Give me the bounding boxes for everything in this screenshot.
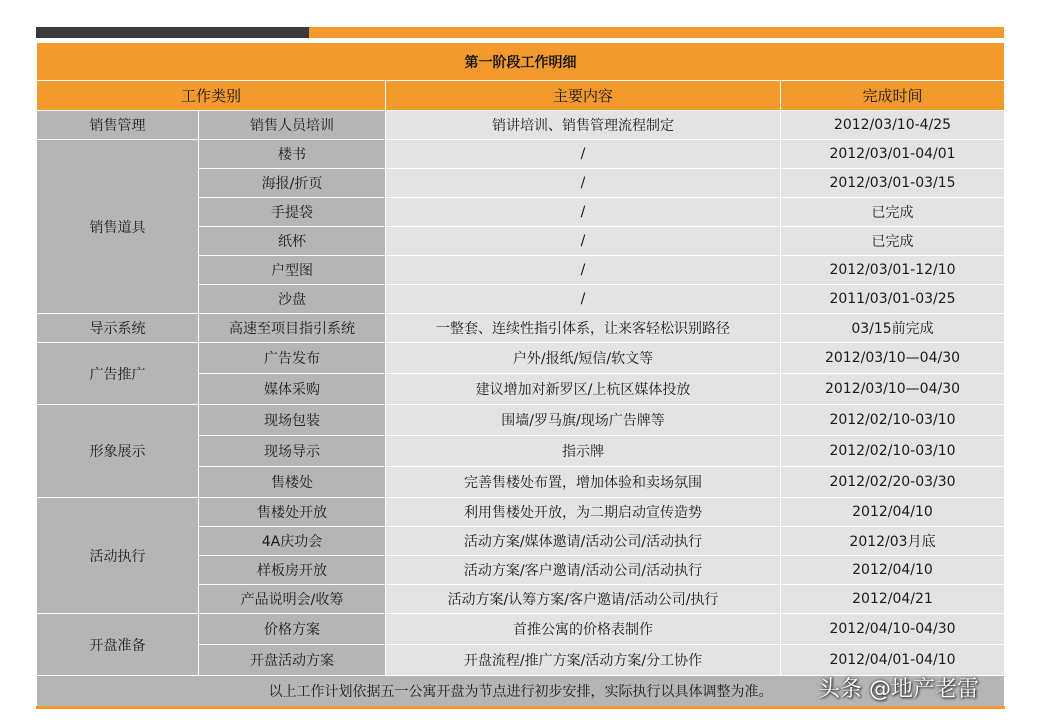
header-category: 工作类别 xyxy=(37,81,386,111)
category-cell: 形象展示 xyxy=(37,405,199,498)
content-cell: 建议增加对新罗区/上杭区媒体投放 xyxy=(386,374,781,405)
watermark: 头条 @地产老雷 xyxy=(818,677,979,702)
header-time: 完成时间 xyxy=(781,81,1005,111)
content-cell: 活动方案/客户邀请/活动公司/活动执行 xyxy=(386,556,781,585)
category-cell: 开盘准备 xyxy=(37,614,199,676)
content-cell: 开盘流程/推广方案/活动方案/分工协作 xyxy=(386,645,781,676)
table-row xyxy=(37,498,1005,527)
item-cell: 售楼处开放 xyxy=(199,498,386,527)
time-cell: 2012/03/01-03/15 xyxy=(781,169,1005,198)
table-row xyxy=(37,343,1005,374)
content-cell: 围墙/罗马旗/现场广告牌等 xyxy=(386,405,781,436)
item-cell: 手提袋 xyxy=(199,198,386,227)
content-cell: / xyxy=(386,285,781,314)
table-row xyxy=(37,140,1005,169)
content-cell: 完善售楼处布置，增加体验和卖场氛围 xyxy=(386,467,781,498)
time-cell: 2012/03/01-12/10 xyxy=(781,256,1005,285)
category-cell: 活动执行 xyxy=(37,498,199,614)
table-title: 第一阶段工作明细 xyxy=(37,43,1005,81)
item-cell: 媒体采购 xyxy=(199,374,386,405)
item-cell: 开盘活动方案 xyxy=(199,645,386,676)
table-row xyxy=(37,111,1005,140)
time-cell: 2012/03/01-04/01 xyxy=(781,140,1005,169)
header-content: 主要内容 xyxy=(386,81,781,111)
time-cell: 2012/04/10-04/30 xyxy=(781,614,1005,645)
item-cell: 样板房开放 xyxy=(199,556,386,585)
item-cell: 现场导示 xyxy=(199,436,386,467)
item-cell: 楼书 xyxy=(199,140,386,169)
item-cell: 广告发布 xyxy=(199,343,386,374)
category-cell: 销售道具 xyxy=(37,140,199,314)
content-cell: 活动方案/认筹方案/客户邀请/活动公司/执行 xyxy=(386,585,781,614)
item-cell: 户型图 xyxy=(199,256,386,285)
item-cell: 售楼处 xyxy=(199,467,386,498)
time-cell: 2012/02/20-03/30 xyxy=(781,467,1005,498)
table-row xyxy=(37,405,1005,436)
top-bar-dark-segment xyxy=(36,27,309,38)
content-cell: / xyxy=(386,227,781,256)
top-decor-bar xyxy=(36,27,1004,38)
item-cell: 现场包装 xyxy=(199,405,386,436)
time-cell: 2012/03/10-4/25 xyxy=(781,111,1005,140)
time-cell: 2011/03/01-03/25 xyxy=(781,285,1005,314)
content-cell: 销讲培训、销售管理流程制定 xyxy=(386,111,781,140)
time-cell: 已完成 xyxy=(781,198,1005,227)
content-cell: 户外/报纸/短信/软文等 xyxy=(386,343,781,374)
item-cell: 纸杯 xyxy=(199,227,386,256)
table-title-row xyxy=(37,43,1005,81)
time-cell: 2012/04/01-04/10 xyxy=(781,645,1005,676)
content-cell: 指示牌 xyxy=(386,436,781,467)
top-bar-orange-segment xyxy=(309,27,1004,38)
item-cell: 海报/折页 xyxy=(199,169,386,198)
time-cell: 2012/02/10-03/10 xyxy=(781,436,1005,467)
content-cell: / xyxy=(386,256,781,285)
item-cell: 沙盘 xyxy=(199,285,386,314)
content-cell: / xyxy=(386,198,781,227)
content-cell: / xyxy=(386,169,781,198)
content-cell: 首推公寓的价格表制作 xyxy=(386,614,781,645)
item-cell: 4A庆功会 xyxy=(199,527,386,556)
time-cell: 2012/04/10 xyxy=(781,556,1005,585)
item-cell: 产品说明会/收筹 xyxy=(199,585,386,614)
time-cell: 03/15前完成 xyxy=(781,314,1005,343)
content-cell: 利用售楼处开放，为二期启动宣传造势 xyxy=(386,498,781,527)
table-header-row xyxy=(37,81,1005,111)
time-cell: 2012/03/10—04/30 xyxy=(781,343,1005,374)
work-plan-table xyxy=(36,42,1005,709)
content-cell: / xyxy=(386,140,781,169)
time-cell: 2012/04/10 xyxy=(781,498,1005,527)
table-row xyxy=(37,314,1005,343)
category-cell: 广告推广 xyxy=(37,343,199,405)
time-cell: 2012/03/10—04/30 xyxy=(781,374,1005,405)
category-cell: 导示系统 xyxy=(37,314,199,343)
content-cell: 一整套、连续性指引体系，让来客轻松识别路径 xyxy=(386,314,781,343)
content-cell: 活动方案/媒体邀请/活动公司/活动执行 xyxy=(386,527,781,556)
category-cell: 销售管理 xyxy=(37,111,199,140)
item-cell: 高速至项目指引系统 xyxy=(199,314,386,343)
time-cell: 2012/02/10-03/10 xyxy=(781,405,1005,436)
table-row xyxy=(37,614,1005,645)
item-cell: 销售人员培训 xyxy=(199,111,386,140)
item-cell: 价格方案 xyxy=(199,614,386,645)
time-cell: 2012/04/21 xyxy=(781,585,1005,614)
footer-note: 以上工作计划依据五一公寓开盘为节点进行初步安排，实际执行以具体调整为准。 xyxy=(37,676,1005,708)
time-cell: 已完成 xyxy=(781,227,1005,256)
time-cell: 2012/03月底 xyxy=(781,527,1005,556)
